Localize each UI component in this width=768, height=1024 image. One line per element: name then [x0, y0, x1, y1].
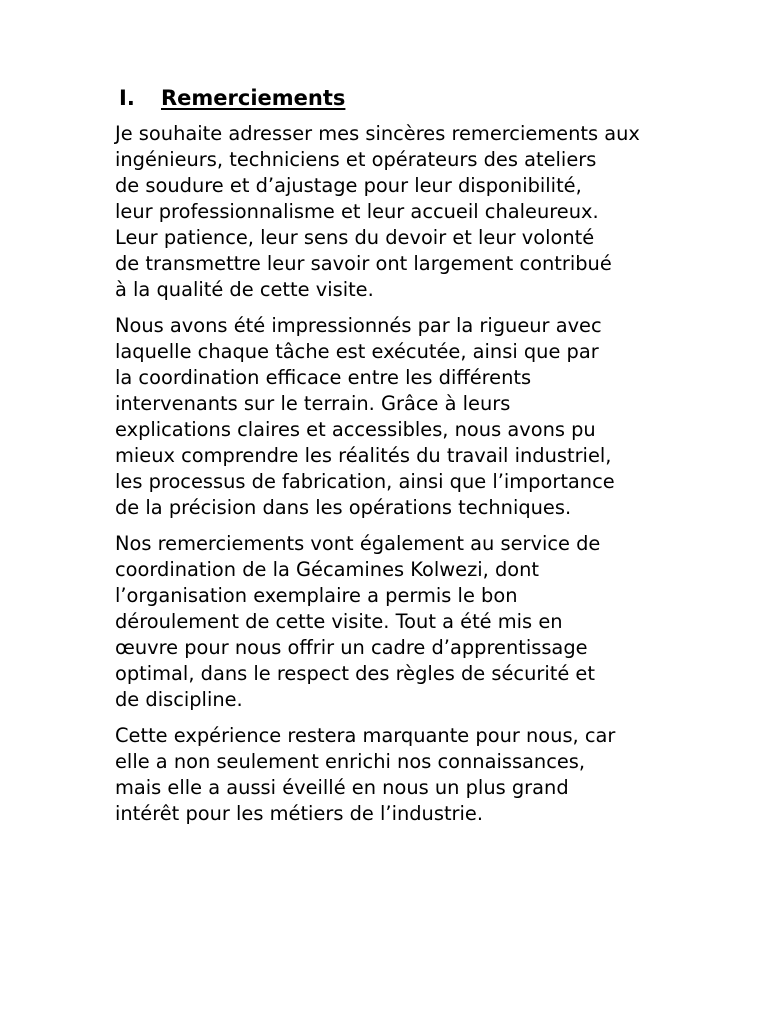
section-number: I.: [119, 86, 135, 110]
paragraph-line: les processus de fabrication, ainsi que l’importance: [115, 470, 615, 493]
section-title: Remerciements: [161, 86, 346, 110]
paragraph-line: Nos remerciements vont également au service de: [115, 532, 601, 555]
paragraph-line: elle a non seulement enrichi nos connaissances,: [115, 750, 586, 773]
paragraph-line: laquelle chaque tâche est exécutée, ainsi que par: [115, 340, 599, 363]
document-body: [115, 121, 695, 837]
paragraph-line: ingénieurs, techniciens et opérateurs des ateliers: [115, 148, 597, 171]
paragraph-line: la coordination efficace entre les différents: [115, 366, 532, 389]
paragraph-line: optimal, dans le respect des règles de sécurité et: [115, 662, 595, 685]
paragraph-line: intervenants sur le terrain. Grâce à leurs: [115, 392, 511, 415]
paragraph-line: déroulement de cette visite. Tout a été mis en: [115, 610, 563, 633]
paragraph-line: de la précision dans les opérations techniques.: [115, 496, 572, 519]
paragraph-1: [115, 121, 695, 303]
paragraph-line: mais elle a aussi éveillé en nous un plus grand: [115, 776, 569, 799]
paragraph-line: Nous avons été impressionnés par la rigueur avec: [115, 314, 602, 337]
paragraph-line: de transmettre leur savoir ont largement contribué: [115, 252, 612, 275]
paragraph-line: de discipline.: [115, 688, 243, 711]
paragraph-4: [115, 723, 695, 827]
paragraph-line: mieux comprendre les réalités du travail industriel,: [115, 444, 612, 467]
paragraph-line: intérêt pour les métiers de l’industrie.: [115, 802, 483, 825]
paragraph-line: Cette expérience restera marquante pour nous, car: [115, 724, 616, 747]
paragraph-line: leur professionnalisme et leur accueil chaleureux.: [115, 200, 599, 223]
paragraph-line: coordination de la Gécamines Kolwezi, dont: [115, 558, 540, 581]
paragraph-line: Leur patience, leur sens du devoir et leur volonté: [115, 226, 595, 249]
paragraph-line: à la qualité de cette visite.: [115, 278, 374, 301]
paragraph-line: de soudure et d’ajustage pour leur disponibilité,: [115, 174, 582, 197]
paragraph-line: Je souhaite adresser mes sincères remerciements aux: [115, 122, 640, 145]
paragraph-line: explications claires et accessibles, nous avons pu: [115, 418, 596, 441]
paragraph-line: œuvre pour nous offrir un cadre d’apprentissage: [115, 636, 588, 659]
paragraph-2: [115, 313, 695, 521]
paragraph-line: l’organisation exemplaire a permis le bon: [115, 584, 518, 607]
section-heading: [119, 84, 345, 112]
paragraph-3: [115, 531, 695, 713]
